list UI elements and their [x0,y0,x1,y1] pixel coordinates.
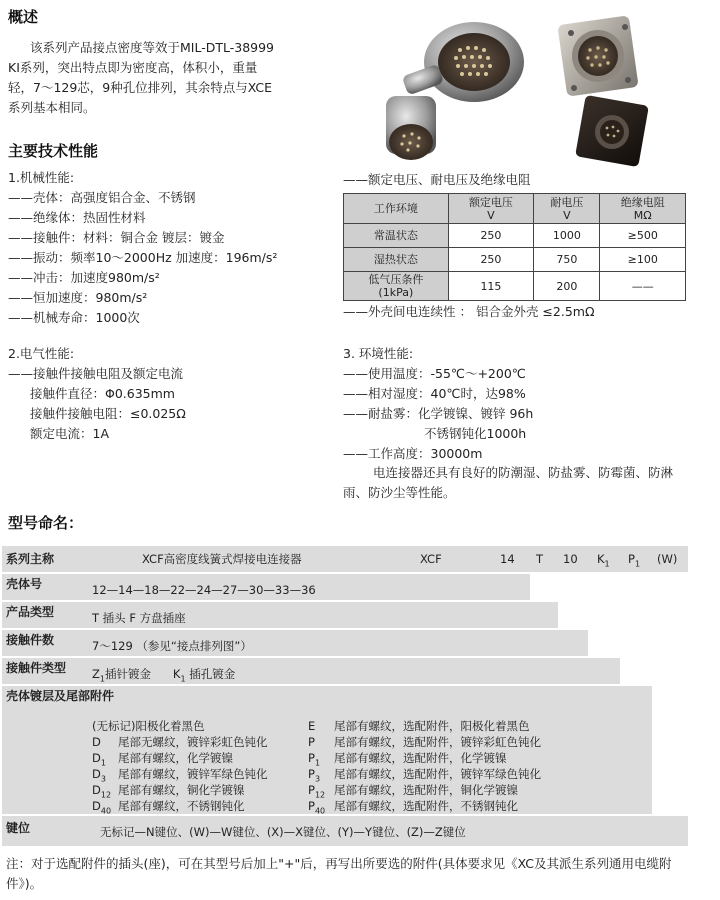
footnote: 注：对于选配附件的插头(座)，可在其型号后加上"+"后，再写出所要选的附件(具体要求见《XC及其派生系列通用电缆附件》)。 [6,856,672,891]
code-type: T [536,552,544,566]
mech-item: ——振动：频率10～2000Hz 加速度：196m/s² [8,250,278,265]
label-contacts: 接触件数 [6,633,55,647]
mechanical-heading: 1.机械性能: [8,170,75,185]
elec-item: ——接触件接触电阻及额定电流 [8,366,184,381]
step-line [526,574,530,600]
table-header: 耐电压 V [534,194,600,224]
label-key: 键位 [6,821,31,835]
mech-item: ——机械寿命：1000次 [8,310,140,325]
model-naming-title: 型号命名： [8,514,84,532]
table-header: 额定电压 V [448,194,534,224]
elec-item: 接触件直径：Φ0.635mm [30,386,175,401]
plating-left-1: D 尾部无螺纹，镀锌彩虹色钝化 [92,735,268,749]
table-row: 湿热状态 250 750 ≥100 [344,248,686,272]
env-item: ——相对湿度：40℃时，达98% [343,386,526,401]
code-plating: $P_1$ [628,552,641,569]
mech-item: ——壳体：高强度铝合金、不锈钢 [8,190,196,205]
value-series: XCF高密度线簧式焊接电连接器 [142,552,302,566]
overview-title: 概述 [8,8,39,26]
mech-item: ——接触件：材料：铜合金 镀层：镀金 [8,230,225,245]
value-key: 无标记—N键位、(W)—W键位、(X)—X键位、(Y)—Y键位、(Z)—Z键位 [100,825,466,839]
mech-item: ——恒加速度：980m/s² [8,290,148,305]
env-item: ——工作高度：30000m [343,446,483,461]
plating-right-0: E 尾部有螺纹，选配附件，阳极化着黑色 [308,719,530,733]
env-item: 不锈钢钝化1000h [424,426,527,441]
plating-right-2: $P_1$ 尾部有螺纹，选配附件，化学镀镍 [308,751,507,768]
table-row: 常温状态 250 1000 ≥500 [344,224,686,248]
table-header: 工作环境 [344,194,449,224]
plating-right-3: $P_3$ 尾部有螺纹，选配附件，镀锌军绿色钝化 [308,767,541,784]
code-shell: 14 [500,552,515,566]
electrical-heading: 2.电气性能: [8,346,75,361]
elec-item: 额定电流：1A [30,426,110,441]
elec-item: 接触件接触电阻：≤0.025Ω [30,406,186,421]
environment-heading: 3. 环境性能: [343,346,414,361]
code-contact-type: $K_1$ [597,552,610,569]
band-series [2,546,688,572]
code-contacts: 10 [563,552,578,566]
voltage-table-caption: ——额定电压、耐电压及绝缘电阻 [343,172,531,187]
plating-left-2: $D_1$ 尾部有螺纹，化学镀镍 [92,751,233,768]
label-plating: 壳体镀层及尾部附件 [6,689,115,703]
plating-left-5: $D_{40}$ 尾部有螺纹，不锈钢钝化 [92,799,245,816]
mech-item: ——冲击：加速度980m/s² [8,270,160,285]
plating-right-4: $P_{12}$ 尾部有螺纹，选配附件，铜化学镀镍 [308,783,518,800]
value-shell: 12—14—18—22—24—27—30—33—36 [92,583,316,597]
overview-line-3: 轻，7～129芯，9种孔位排列，其余特点与XCE [8,80,273,95]
main-specs-title: 主要技术性能 [8,142,99,160]
env-item: ——使用温度：-55℃～+200℃ [343,366,526,381]
table-row: 低气压条件 (1kPa) 115 200 —— [344,272,686,301]
env-item: ——耐盐雾：化学镀镍、镀锌 96h [343,406,534,421]
voltage-table [343,193,686,301]
value-contact-type: $Z_1$插针镀金 $K_1$ 插孔镀金 [92,667,236,684]
connector-product-photo [362,0,720,168]
label-contact-type: 接触件类型 [6,661,67,675]
plating-left-0: (无标记)阳极化着黑色 [92,719,205,733]
code-series: XCF [420,552,442,566]
plating-right-1: P 尾部有螺纹，选配附件，镀锌彩虹色钝化 [308,735,541,749]
overview-line-2: KI系列，突出特点即为密度高，体积小，重量 [8,60,258,75]
plating-left-4: $D_{12}$ 尾部有螺纹，铜化学镀镍 [92,783,245,800]
overview-line-4: 系列基本相同。 [8,100,96,115]
code-key: (W) [657,552,678,566]
mech-item: ——绝缘体：热固性材料 [8,210,146,225]
band-contacts [2,630,588,656]
plating-right-5: $P_{40}$ 尾部有螺纹，选配附件，不锈钢钝化 [308,799,518,816]
environment-note: 电连接器还具有良好的防潮湿、防盐雾、防霉菌、防淋雨、防沙尘等性能。 [343,465,674,500]
value-contacts: 7～129 （参见“接点排列图”） [92,639,252,653]
label-type: 产品类型 [6,605,55,619]
label-series: 系列主称 [6,552,55,566]
plating-left-3: $D_3$ 尾部有螺纹，镀锌军绿色钝化 [92,767,268,784]
label-shell: 壳体号 [6,577,43,591]
overview-line-1: 该系列产品接点密度等效于MIL-DTL-38999 [30,40,275,55]
table-header: 绝缘电阻 MΩ [600,194,686,224]
band-type [2,602,558,628]
value-type: T 插头 F 方盘插座 [92,611,186,625]
shell-continuity: ——外壳间电连续性 ： 铝合金外壳 ≤2.5mΩ [343,304,595,319]
